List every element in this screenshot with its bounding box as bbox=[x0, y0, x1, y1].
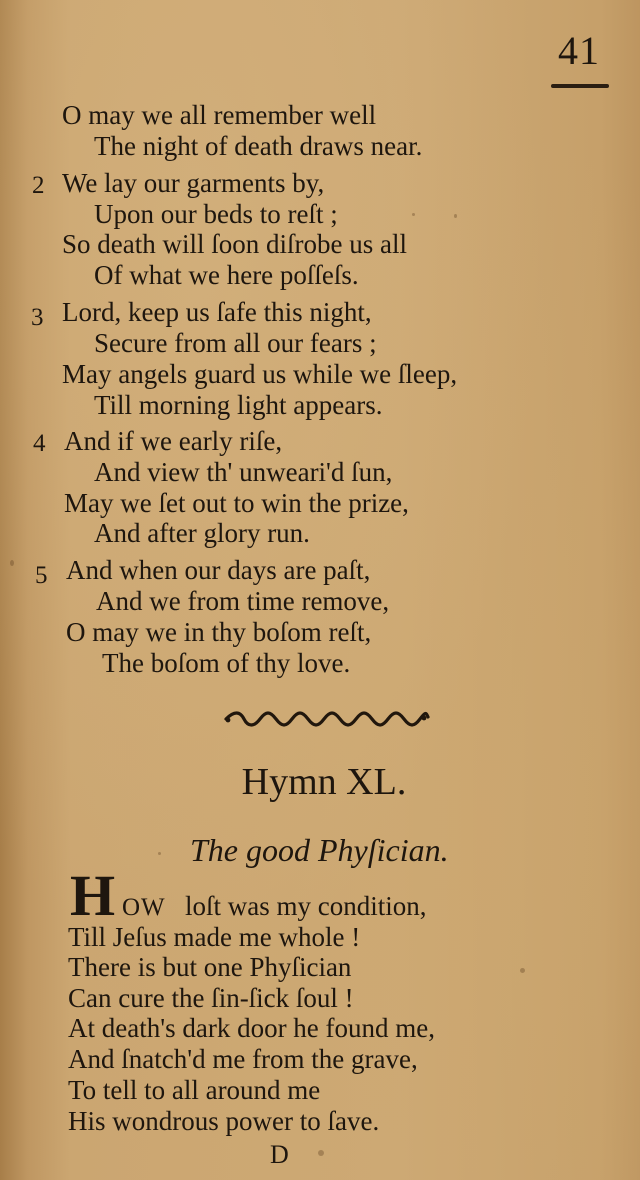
paper-speck bbox=[412, 213, 415, 216]
verse-line: At death's dark door he found me, bbox=[68, 1013, 436, 1043]
paper-speck bbox=[10, 560, 14, 566]
paper-speck bbox=[454, 214, 457, 218]
verse-number: 4 bbox=[33, 430, 46, 457]
verse-line: loſt was my condition, bbox=[185, 891, 427, 921]
verse-line: And ſnatch'd me from the grave, bbox=[68, 1044, 418, 1074]
page-number: 41 bbox=[558, 28, 600, 73]
verse-line: And after glory run. bbox=[94, 518, 310, 548]
verse-line: May we ſet out to win the prize, bbox=[64, 488, 409, 518]
verse-line: Upon our beds to reſt ; bbox=[94, 199, 338, 229]
verse-line: To tell to all around me bbox=[68, 1075, 321, 1105]
verse-line: Can cure the ſin-ſick ſoul ! bbox=[68, 983, 354, 1013]
verse-line: O may we all remember well bbox=[62, 100, 377, 130]
verse-line: Of what we here poſſeſs. bbox=[94, 260, 359, 290]
verse-line: So death will ſoon diſrobe us all bbox=[62, 229, 407, 259]
verse-line: And view th' unweari'd ſun, bbox=[94, 457, 393, 487]
verse-number: 3 bbox=[31, 304, 44, 331]
verse-line: We lay our garments by, bbox=[62, 168, 325, 198]
verse-line: O may we in thy boſom reſt, bbox=[66, 617, 372, 647]
verse-number: 2 bbox=[32, 172, 45, 199]
verse-line: The boſom of thy love. bbox=[102, 648, 351, 678]
hymn-title: Hymn XL. bbox=[241, 761, 407, 803]
header-rule bbox=[551, 84, 609, 88]
verse-number: 5 bbox=[35, 562, 48, 589]
hymn-subtitle: The good Phyſician. bbox=[190, 832, 449, 868]
verse-line: And we from time remove, bbox=[96, 586, 390, 616]
drop-cap: H bbox=[70, 863, 116, 928]
verse-line: And when our days are paſt, bbox=[66, 555, 371, 585]
opening-small-caps: OW bbox=[122, 894, 166, 921]
verse-line: There is but one Phyſician bbox=[68, 952, 352, 982]
paper-speck bbox=[318, 1150, 324, 1156]
paper-speck bbox=[158, 852, 161, 855]
verse-line: Lord, keep us ſafe this night, bbox=[62, 297, 372, 327]
verse-line: And if we early riſe, bbox=[64, 426, 283, 456]
verse-line: Secure from all our fears ; bbox=[94, 328, 377, 358]
verse-line: Till morning light appears. bbox=[94, 390, 383, 420]
verse-line: May angels guard us while we ſleep, bbox=[62, 359, 458, 389]
verse-line: Till Jeſus made me whole ! bbox=[68, 922, 361, 952]
verse-line: His wondrous power to ſave. bbox=[68, 1106, 380, 1136]
signature-mark: D bbox=[270, 1140, 289, 1169]
verse-line: The night of death draws near. bbox=[94, 131, 423, 161]
ornament-divider bbox=[222, 708, 430, 730]
paper-speck bbox=[520, 968, 525, 973]
